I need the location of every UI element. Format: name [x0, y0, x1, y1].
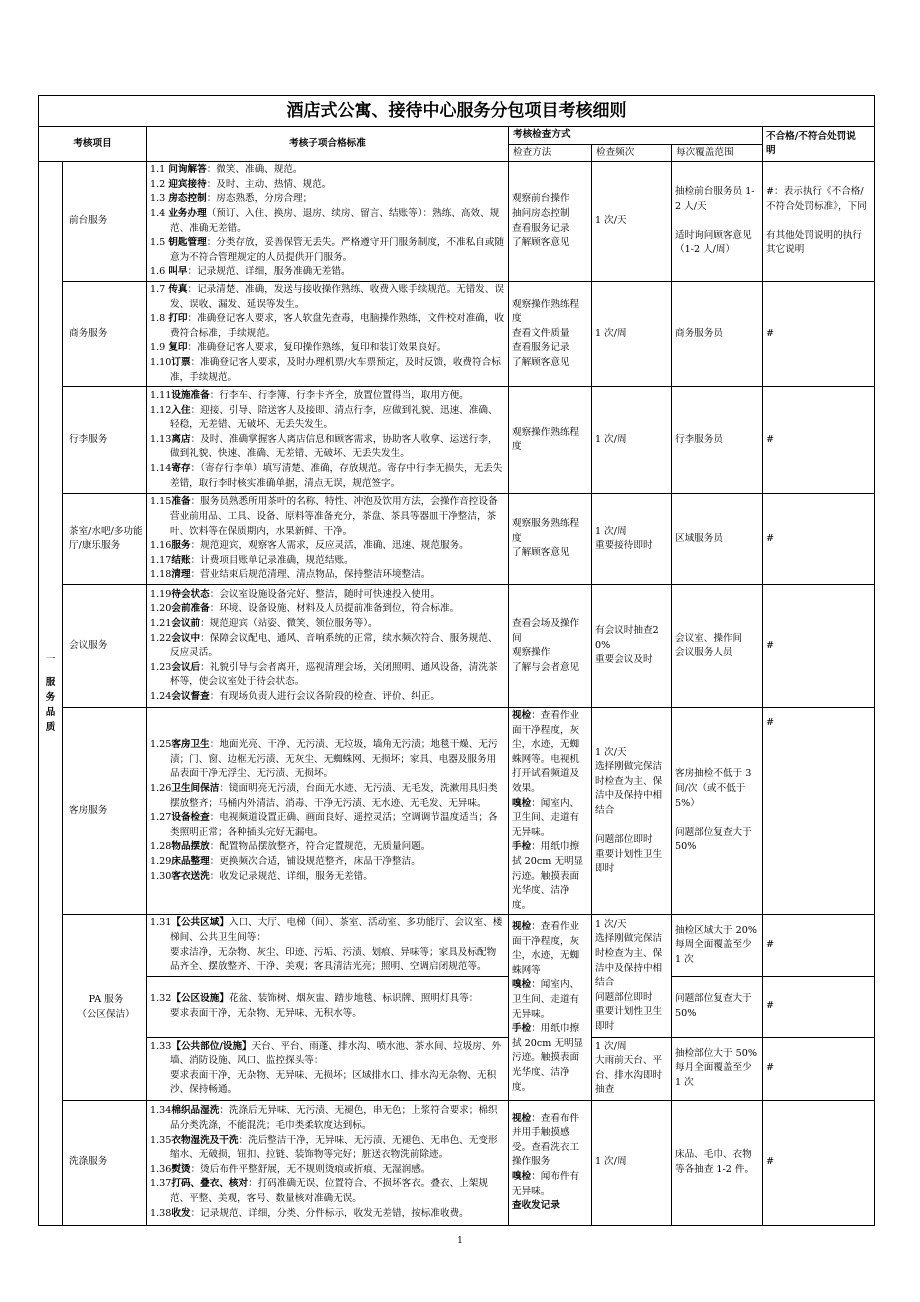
- row-meeting: [39, 585, 875, 708]
- item-name: 前台服务: [63, 162, 147, 282]
- standard-line: 1.33【公共部位/设施】天台、平台、雨蓬、排水沟、喷水池、茶水间、垃圾房、外墙、消防设施、风口、监控探头等：: [150, 1040, 502, 1067]
- standard-line: 1.25客房卫生：地面光亮、干净、无污渍、无垃圾，墙角无污渍；地毯干燥、无污渍；门、窗、边框无污渍、无灰尘、无蜘蛛网、无损坏；家具、电器及服务用品表面干净无浮尘、无污渍、无损坏。: [150, 739, 498, 780]
- check-method: 视检：查看作业面干净程度，灰尘，水迹，无蜘蛛网等 嗅检：闻室内、卫生间、走道有无异味。 手检：用纸巾擦拭 20cm 无明显污迹。触摸表面光华度、洁净度。: [509, 915, 592, 1100]
- standard-line: 1.8 打印：准确登记客人要求，客人软盘先查毒，电脑操作熟练，文件校对准确，收费符合标准，手续规范。: [150, 313, 505, 339]
- check-frequency: 1 次/周: [592, 387, 672, 494]
- standard-line: 1.14寄存：（寄存行李单）填写清楚、准确，存放规范。寄存中行李无损失，无丢失差错，取行李时核实准确单据，清点无误，规范签字。: [150, 462, 503, 489]
- standard-line: 1.18清理：营业结束后规范清理、清点物品，保持整洁环境整洁。: [150, 569, 431, 581]
- check-method: 观察操作熟练程度 查看文件质量 查看服务记录 了解顾客意见: [509, 281, 592, 386]
- check-frequency: 1 次/周: [592, 1100, 672, 1225]
- standard-list: [147, 585, 509, 708]
- check-coverage: 客房抽检不低于 3 间/次（或不低于 5%） 问题部位复查大于 50%: [672, 708, 763, 915]
- item-name: 客房服务: [63, 708, 147, 915]
- standard-list: [147, 494, 509, 585]
- check-frequency: 1 次/周 重要接待即时: [592, 494, 672, 585]
- standard-line: 1.4 业务办理（预订、入住、换房、退房、续房、留言、结账等）：熟练、高效、规范、准确无差错。: [150, 207, 500, 234]
- check-method: 视检：查看作业面干净程度，灰尘，水迹，无蜘蛛网等。电视机打开试看频道及效果。 嗅检：闻室内、卫生间、走道有无异味。 手检：用纸巾擦拭 20cm 无明显污迹。触摸表面光华度、洁净度。: [509, 708, 592, 915]
- row-guest-room: [39, 708, 875, 915]
- standard-line: 1.37打码、叠衣、核对：打码准确无误、位置符合、不损坏客衣。叠衣、上架规范、平整、美观，客号、数量核对准确无误。: [150, 1178, 488, 1204]
- standard-line: 1.13离店：及时、准确掌握客人离店信息和顾客需求，协助客人收拿、运送行李，做到礼貌、快速、准确、无差错、无破坏、无丢失发生。: [150, 433, 498, 460]
- item-name: PA 服务 （公区保洁）: [63, 915, 147, 1100]
- check-coverage: 抽检前台服务员 1-2 人/天 适时询问顾客意见（1-2 人/周）: [672, 162, 763, 282]
- row-pa-2: [39, 976, 875, 1037]
- standard-line: 1.29床品整理：更换频次合适，铺设规范整齐，床品干净整洁。: [150, 856, 421, 868]
- penalty-note: #: [763, 281, 875, 386]
- header-penalty: 不合格/不符合处罚说 明: [763, 127, 875, 162]
- check-frequency: 1 次/天 选择刚做完保洁时检查为主、保洁中及保持中相结合 问题部位即时 重要计划性卫生即时: [592, 708, 672, 915]
- check-coverage: 床品、毛巾、衣物等各抽查 1-2 件。: [672, 1100, 763, 1225]
- standard-line: 1.24会议督查：有现场负责人进行会议各阶段的检查、评价、纠正。: [150, 690, 440, 702]
- item-name: 洗涤服务: [63, 1100, 147, 1225]
- check-coverage: 区域服务员: [672, 494, 763, 585]
- check-coverage: 行李服务员: [672, 387, 763, 494]
- penalty-note: #: [763, 494, 875, 585]
- item-name: 会议服务: [63, 585, 147, 708]
- check-coverage: 抽检部位大于 50% 每月全面覆盖至少 1 次: [672, 1037, 763, 1100]
- standard-line: 1.6 叫早：记录规范、详细，服务准确无差错。: [150, 266, 351, 278]
- check-method: 观察操作熟练程度: [509, 387, 592, 494]
- standard-line: 1.26卫生间保洁：镜面明亮无污渍，台面无水迹、无污渍、无毛发，洗漱用具归类摆放整齐；马桶内外清洁、消毒、干净无污渍、无水迹、无毛发、无异味。: [150, 783, 498, 809]
- standard-line: 1.34棉织品湿洗：洗涤后无异味、无污渍、无褪色，串无色；上浆符合要求；棉织品分类洗涤，不能混洗；毛巾类柔软度达到标。: [150, 1105, 498, 1131]
- standard-line: 要求表面干净，无杂物、无异味、无积水等。: [170, 1007, 362, 1019]
- check-coverage: 会议室、操作间 会议服务人员: [672, 585, 763, 708]
- standard-line: 1.5 钥匙管理：分类存放，妥善保管无丢失。严格遵守开门服务制度，不准私自或随意为不符合管理规定的人员提供开门服务。: [150, 237, 505, 263]
- standard-list: [147, 162, 509, 282]
- penalty-note: #: [763, 708, 875, 915]
- check-method: 查看会场及操作间 观察操作 了解与会者意见: [509, 585, 592, 708]
- check-method: 观察前台操作 抽问房态控制 查看服务记录 了解顾客意见: [509, 162, 592, 282]
- standard-list: [147, 708, 509, 915]
- check-frequency: 有会议时抽查20% 重要会议及时: [592, 585, 672, 708]
- standard-line: 1.30客衣送洗：收发记录规范、详细，服务无差错。: [150, 870, 373, 882]
- row-luggage: [39, 387, 875, 494]
- header-standard: 考核子项合格标准: [147, 127, 509, 162]
- check-method: 观察服务熟练程度 了解顾客意见: [509, 494, 592, 585]
- check-frequency: 1 次/周: [592, 281, 672, 386]
- standard-line: 1.27设备检查：电视频道设置正确、画面良好、遥控灵活；空调调节温度适当；各类照明正常；各种插头完好无漏电。: [150, 812, 498, 838]
- standard-line: 1.22会议中：保障会议配电、通风、音响系统的正常，续水频次符合、服务规范、反应灵活。: [150, 632, 498, 659]
- item-name: 茶室/水吧/多功能厅/康乐服务: [63, 494, 147, 585]
- standard-line: 1.12入住：迎接、引导、陪送客人及接即、清点行李，应做到礼貌、迅速、准确、轻稳，无差错、无破坏、无丢失发生。: [150, 404, 498, 431]
- row-pa-1: [39, 915, 875, 976]
- standard-line: 1.1 问询解答：微笑、准确、规范。: [150, 164, 303, 176]
- penalty-note: #: [763, 1100, 875, 1225]
- standard-line: 1.16服务：规范迎宾，观察客人需求，反应灵活，准确、迅速、规范服务。: [150, 540, 469, 552]
- penalty-note: #：表示执行《不合格/不符合处罚标准》，下同 有其他处罚说明的执行其它说明: [763, 162, 875, 282]
- check-frequency: 1 次/天 选择刚做完保洁时检查为主、保洁中及保持中相结合 问题部位即时 重要计划性卫生即时: [592, 915, 672, 1037]
- standard-line: 1.38收发：记录规范、详细，分类、分件标示，收发无差错，按标准收费。: [150, 1207, 469, 1219]
- page-title: 酒店式公寓、接待中心服务分包项目考核细则: [39, 96, 875, 127]
- check-frequency: 1 次/周 大雨前天台、平台、排水沟即时抽查: [592, 1037, 672, 1100]
- category-service-quality: 一 服 务 品 质: [39, 162, 63, 1226]
- standard-line: 1.32【公区设施】花盆、装饰树、烟灰盅、踏步地毯、标识牌、照明灯具等：: [150, 993, 479, 1005]
- header-method: 检查方法: [509, 144, 592, 162]
- page-number: 1: [457, 1236, 463, 1246]
- standard-list: [147, 1100, 509, 1225]
- header-method-group: 考核检查方式: [509, 127, 763, 145]
- standard-line: 1.20会前准备：环境、设备设施、材料及人员提前准备到位，符合标准。: [150, 603, 460, 615]
- penalty-note: #: [763, 387, 875, 494]
- item-name: 行李服务: [63, 387, 147, 494]
- standard-line: 1.10订票：准确登记客人要求，及时办理机票/火车票预定，及时反馈，收费符合标准，手续规范。: [150, 356, 501, 383]
- standard-list: [147, 281, 509, 386]
- standard-line: 1.2 迎宾接待：及时、主动、热情、规范。: [150, 178, 332, 190]
- header-item: 考核项目: [39, 127, 147, 162]
- check-coverage: 问题部位复查大于 50%: [672, 976, 763, 1037]
- standard-line: 1.9 复印：准确登记客人要求，复印操作熟练，复印和装订效果良好。: [150, 342, 447, 354]
- row-teahouse: [39, 494, 875, 585]
- check-coverage: 商务服务员: [672, 281, 763, 386]
- standard-line: 1.19待会状态：会议室设施设备完好、整洁，随时可快速投入使用。: [150, 588, 440, 600]
- header-coverage: 每次覆盖范围: [672, 144, 763, 162]
- item-name: 商务服务: [63, 281, 147, 386]
- penalty-note: #: [763, 915, 875, 976]
- standard-list: [147, 976, 509, 1037]
- header-frequency: 检查频次: [592, 144, 672, 162]
- standard-line: 要求表面干净，无杂物、无异味、无损坏；区域排水口、排水沟无杂物、无积沙、保持畅通。: [170, 1069, 497, 1096]
- check-frequency: 1 次/天: [592, 162, 672, 282]
- penalty-note: #: [763, 585, 875, 708]
- penalty-note: #: [763, 976, 875, 1037]
- assessment-table: [38, 95, 875, 1226]
- standard-line: 1.17结账：计费项目账单记录准确，规范结账。: [150, 554, 354, 566]
- standard-line: 1.3 房态控制：房态熟悉，分房合理；: [150, 193, 313, 205]
- standard-line: 1.28物品摆放：配置物品摆放整齐，符合定置规范，无质量问题。: [150, 841, 431, 853]
- row-front-desk: [39, 162, 875, 282]
- assessment-sheet: [38, 95, 874, 1226]
- standard-line: 1.31【公共区域】入口、大厅、电梯（间）、茶室、活动室、多功能厅、会议室、楼梯间、公共卫生间等：: [150, 917, 503, 943]
- standard-list: [147, 387, 509, 494]
- standard-line: 1.15准备：服务员熟悉所用茶叶的名称、特性、冲泡及饮用方法，会操作音控设备营业前用品、工具、设备、原料等准备充分，茶盘、茶具等器皿干净整洁，茶叶、饮料等在保质期内，水果新鲜、干净。: [150, 496, 498, 537]
- standard-line: 1.21会议前：规范迎宾（站姿、微笑、领位服务等）。: [150, 617, 378, 629]
- row-laundry: [39, 1100, 875, 1225]
- standard-line: 1.23会议后：礼貌引导与会者离开，巡视清理会场，关闭照明、通风设备，清洗茶杯等，使会议室处于待会状态。: [150, 661, 498, 688]
- standard-line: 1.7 传真：记录清楚、准确，发送与接收操作熟练、收费入账手续规范。无错发、误发、误收、漏发、延误等发生。: [150, 283, 505, 310]
- penalty-note: #: [763, 1037, 875, 1100]
- standard-line: 1.35衣物湿洗及干洗：洗后整洁干净，无异味、无污渍、无褪色、无串色、无变形缩水、无破损，钮扣、拉链、装饰物等完好；脏送衣物洗前除迹。: [150, 1134, 498, 1161]
- standard-line: 1.11设施准备：行李车、行李簿、行李卡齐全，放置位置得当，取用方便。: [150, 390, 469, 402]
- check-coverage: 抽检区域大于 20% 每周全面覆盖至少 1 次: [672, 915, 763, 976]
- standard-list: [147, 915, 509, 976]
- standard-line: 1.36熨烫：烫后布件平整舒展，无不规则烫痕或折痕、无湿润感。: [150, 1163, 431, 1175]
- row-pa-3: [39, 1037, 875, 1100]
- standard-line: 要求洁净，无杂物、灰尘、印迹、污垢、污渍、划痕、异味等；家具及标配物品齐全、摆放整齐、干净、美观；客具清洁光亮；照明、空调启闭规范等。: [170, 946, 497, 973]
- standard-list: [147, 1037, 509, 1100]
- check-method: 视检：查看布件并用手触摸感受。查看洗衣工操作服务 嗅检：闻布件有无异味。 查收发记录: [509, 1100, 592, 1225]
- row-business: [39, 281, 875, 386]
